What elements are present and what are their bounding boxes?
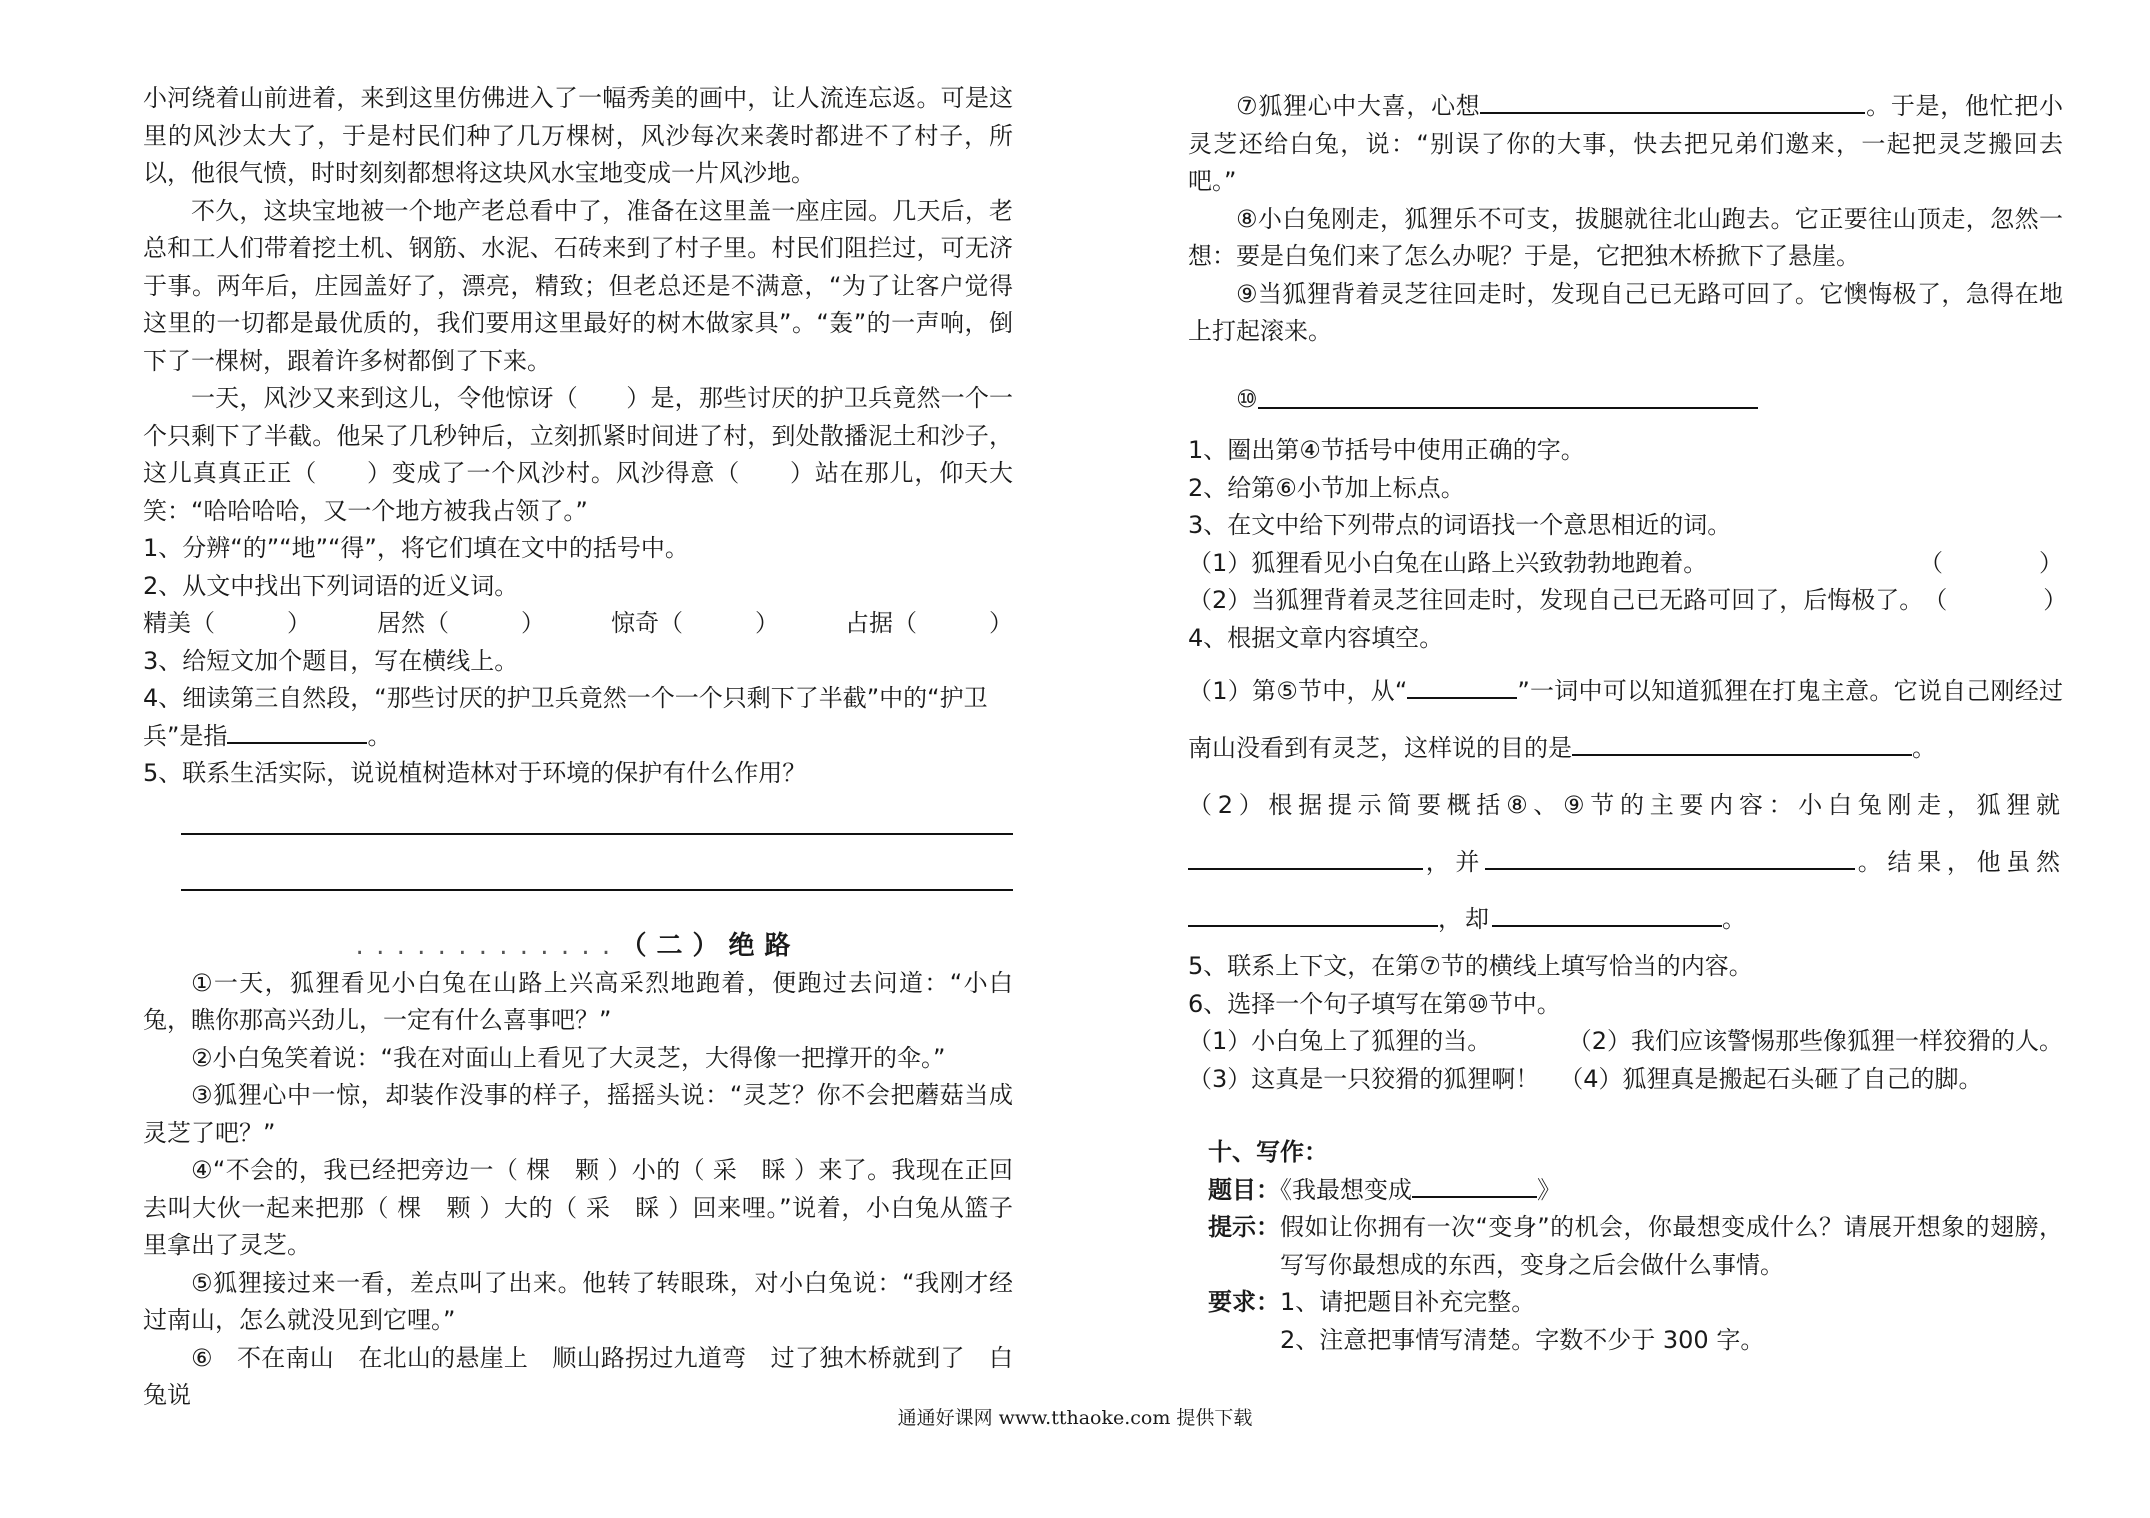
answer-blank[interactable]	[227, 718, 367, 744]
writing-requirements: 要求： 1、请把题目补充完整。	[1208, 1288, 1536, 1316]
story-paragraph: ④“不会的，我已经把旁边一（ 棵 颗 ）小的（ 采 睬 ）来了。我现在正回去叫大伙一起来把那（ 棵 颗 ）大的（ 采 睬 ）回来哩。”说着，小白兔从篮子里拿出了灵芝。	[143, 1156, 1013, 1259]
story-paragraph-10	[1188, 381, 2063, 419]
question-5: 5、联系上下文，在第⑦节的横线上填写恰当的内容。	[1188, 952, 1753, 980]
answer-blank[interactable]	[1258, 381, 1758, 409]
synonym-item: 居然（ ）	[377, 609, 545, 637]
story-paragraph: ⑤狐狸接过来一看，差点叫了出来。他转了转眼珠，对小白兔说：“我刚才经过南山，怎么就没见到它哩。”	[143, 1268, 1013, 1334]
question-4: 4、细读第三自然段，“那些讨厌的护卫兵竟然一个一个只剩下了半截”中的“护卫兵”是指 。	[143, 684, 988, 750]
footer-credit: 通通好课网 www.tthaoke.com 提供下载	[897, 1407, 1253, 1429]
story-paragraph: ①一天，狐狸看见小白兔在山路上兴高采烈地跑着，便跑过去问道：“小白兔，瞧你那高兴劲儿，一定有什么喜事吧？”	[143, 968, 1013, 1034]
paragraph-marker: ⑩	[1236, 384, 1258, 413]
synonym-row	[143, 605, 1013, 643]
section-title-text: （二）绝路	[620, 930, 801, 961]
question-4-1: （1）第⑤节中，从“ ”一词中可以知道狐狸在打鬼主意。它说自己刚经过南山没看到有灵芝，这样说的目的是 。	[1188, 663, 2063, 777]
answer-blank[interactable]	[1412, 1172, 1537, 1198]
story-paragraph-8: ⑧小白兔刚走，狐狸乐不可支，拔腿就往北山跑去。它正要往山顶走，忽然一想：要是白兔们来了怎么办呢？于是，它把独木桥掀下了悬崖。	[1188, 204, 2063, 270]
right-column	[1188, 88, 2068, 1359]
question-3-1: （1）狐狸看见小白兔在山路上兴致勃勃地跑着。 （ ）	[1188, 545, 2063, 583]
story-paragraph-7: ⑦狐狸心中大喜，心想 。于是，他忙把小灵芝还给白兔，说：“别误了你的大事，快去把兄弟们邀来，一起把灵芝搬回去吧。”	[1188, 88, 2063, 201]
question-2: 2、给第⑥小节加上标点。	[1188, 473, 1465, 502]
question-1: 1、圈出第④节括号中使用正确的字。	[1188, 436, 1585, 464]
answer-blank[interactable]	[1572, 730, 1912, 756]
story-paragraph-9: ⑨当狐狸背着灵芝往回走时，发现自己已无路可回了。它懊悔极了，急得在地上打起滚来。	[1188, 279, 2063, 345]
passage-paragraph: 小河绕着山前进着，来到这里仿佛进入了一幅秀美的画中，让人流连忘返。可是这里的风沙太大了，于是村民们种了几万棵树，风沙每次来袭时都进不了村子，所以，他很气愤，时时刻刻都想将这块风水宝地变成一片风沙地。	[143, 84, 1013, 187]
decorative-dots: . . . . . . . . . . . . .	[355, 930, 613, 961]
question-2: 2、从文中找出下列词语的近义词。	[143, 571, 519, 600]
option: （1）小白兔上了狐狸的当。	[1188, 1027, 1492, 1055]
option: （3）这真是一只狡猾的狐狸啊！	[1188, 1064, 1540, 1093]
synonym-item: 精美（ ）	[143, 609, 311, 637]
writing-topic: 题目：《我最想变成 》	[1188, 1172, 2063, 1210]
question-3: 3、在文中给下列带点的词语找一个意思相近的词。	[1188, 511, 1732, 539]
question-3: 3、给短文加个题目，写在横线上。	[143, 646, 519, 675]
section-title	[143, 927, 1013, 965]
story-paragraph: ③狐狸心中一惊，却装作没事的样子，摇摇头说：“灵芝？你不会把蘑菇当成灵芝了吧？”	[143, 1081, 1013, 1147]
synonym-item: 惊奇（ ）	[611, 609, 779, 637]
question-6-options	[1188, 1061, 2063, 1099]
question-4: 4、根据文章内容填空。	[1188, 623, 1444, 652]
story-paragraph: ②小白兔笑着说：“我在对面山上看见了大灵芝，大得像一把撑开的伞。”	[191, 1043, 946, 1072]
writing-requirement-2: 2、注意把事情写清楚。字数不少于 300 字。	[1280, 1325, 1765, 1354]
writing-hint: 提示： 假如让你拥有一次“变身”的机会，你最想变成什么？请展开想象的翅膀，写写你最想成的东西，变身之后会做什么事情。	[1208, 1213, 2063, 1279]
question-6: 6、选择一个句子填写在第⑩节中。	[1188, 989, 1561, 1018]
answer-blank[interactable]	[1188, 901, 1438, 927]
synonym-item: 占据（ ）	[845, 609, 1013, 637]
passage-paragraph: 一天，风沙又来到这儿，令他惊讶（ ）是，那些讨厌的护卫兵竟然一个一个只剩下了半截。他呆了几秒钟后，立刻抓紧时间进了村，到处散播泥土和沙子，这儿真真正正（ ）变成了一个风沙村。风沙得意（ ）站在那儿，仰天大笑：“哈哈哈哈，又一个地方被我占领了。”	[143, 384, 1013, 525]
answer-parens[interactable]: （ ）	[1919, 548, 2063, 577]
writing-heading: 十、写作：	[1208, 1138, 1328, 1166]
option: （4）狐狸真是搬起石头砸了自己的脚。	[1559, 1064, 1983, 1093]
question-3-2: （2）当狐狸背着灵芝往回走时，发现自己已无路可回了，后悔极了。 （ ）	[1188, 582, 2063, 620]
option: （2）我们应该警惕那些像狐狸一样狡猾的人。	[1567, 1027, 2063, 1055]
passage-paragraph: 不久，这块宝地被一个地产老总看中了，准备在这里盖一座庄园。几天后，老总和工人们带着挖土机、钢筋、水泥、石砖来到了村子里。村民们阻拦过，可无济于事。两年后，庄园盖好了，漂亮，精致；但老总还是不满意，“为了让客户觉得这里的一切都是最优质的，我们要用这里最好的树木做家具”。“轰”的一声响，倒下了一棵树，跟着许多树都倒了下来。	[143, 196, 1013, 375]
answer-blank[interactable]	[1407, 673, 1517, 699]
question-1: 1、分辨“的”“地”“得”，将它们填在文中的括号中。	[143, 534, 689, 562]
left-column	[143, 80, 1013, 1415]
question-6-options	[1188, 1023, 2063, 1061]
answer-parens[interactable]: （ ）	[1923, 586, 2068, 614]
answer-blank[interactable]	[1485, 844, 1855, 870]
story-paragraph: ⑥ 不在南山 在北山的悬崖上 顺山路拐过九道弯 过了独木桥就到了 白兔说	[143, 1343, 1013, 1409]
question-5: 5、联系生活实际，说说植树造林对于环境的保护有什么作用？	[143, 759, 807, 787]
question-4-2: （2）根据提示简要概括⑧、⑨节的主要内容：小白兔刚走，狐狸就，并 。结果，他虽然，却 。	[1188, 791, 2064, 933]
answer-blank[interactable]	[1188, 844, 1423, 870]
answer-blank[interactable]	[1480, 88, 1865, 114]
answer-blank[interactable]	[1492, 901, 1722, 927]
